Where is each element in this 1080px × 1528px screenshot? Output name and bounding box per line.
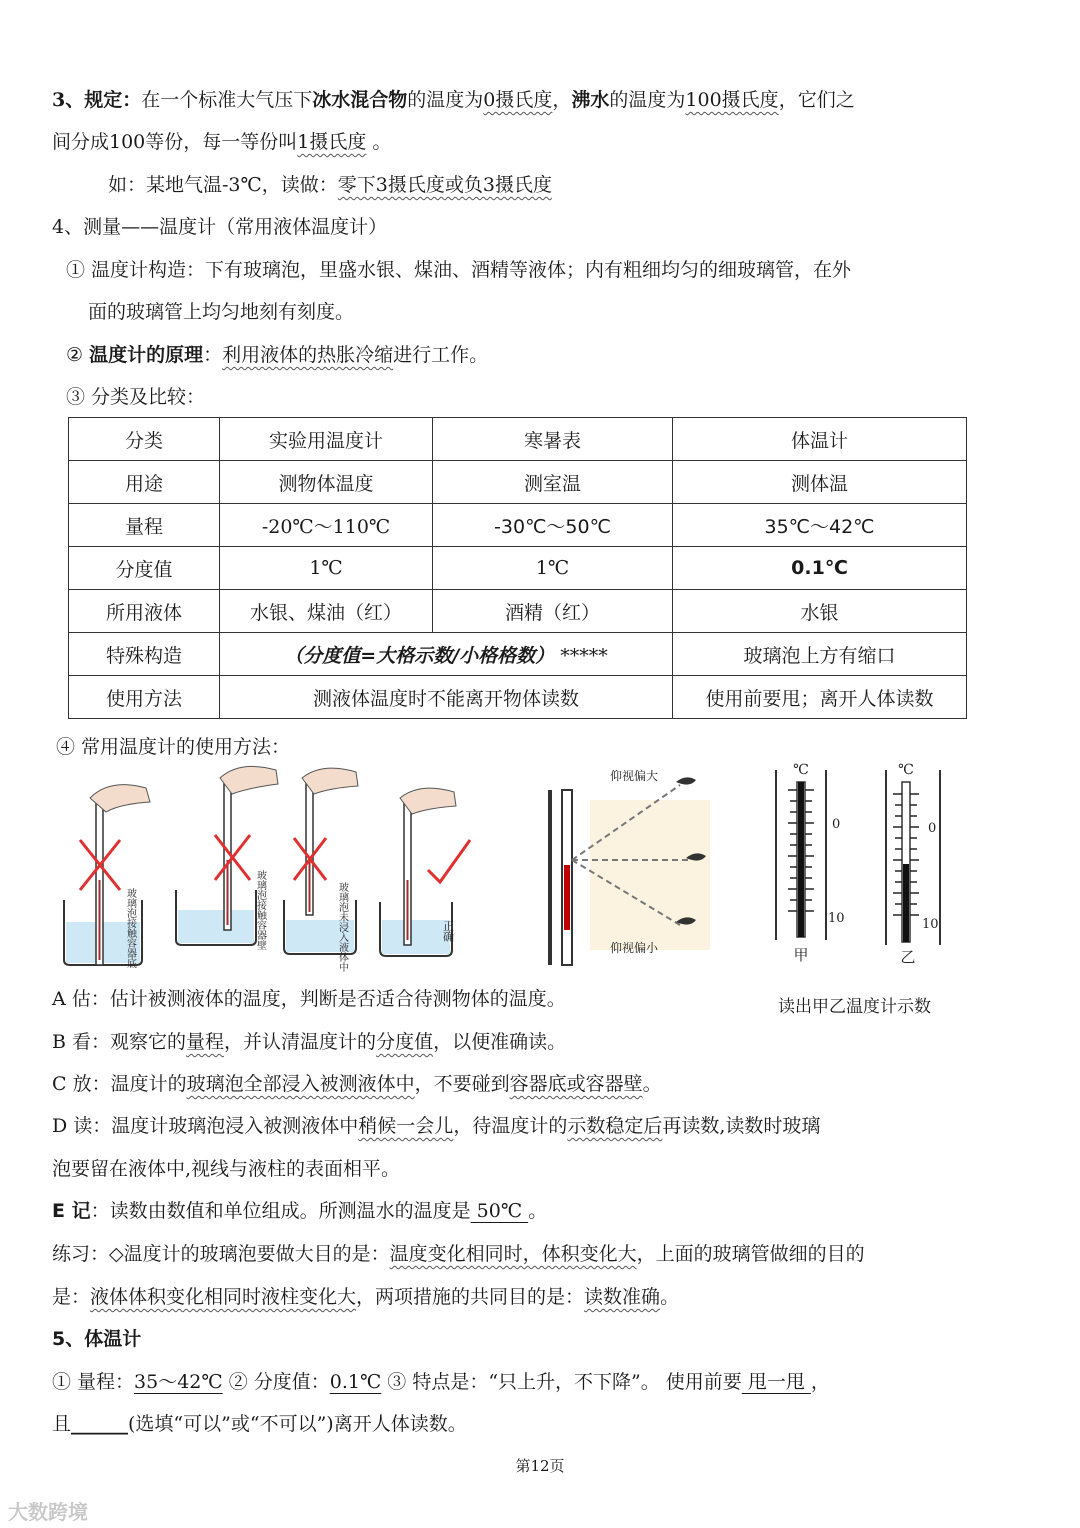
figure-caption: 读出甲乙温度计示数 — [778, 997, 931, 1017]
thermometer-yi — [886, 762, 940, 966]
sec4-point3: ③ 分类及比较： — [66, 386, 206, 408]
table-row: 使用方法 测液体温度时不能离开物体读数 使用前要甩；离开人体读数 — [69, 676, 967, 719]
watermark: 大数跨境 — [8, 1500, 88, 1524]
table-row: 用途 测物体温度 测室温 测体温 — [69, 461, 967, 504]
line-of-sight-figure — [548, 768, 710, 965]
svg-text:甲: 甲 — [793, 946, 809, 964]
table-row: 特殊构造 （分度值=大格示数/小格格数） ***** 玻璃泡上方有缩口 — [69, 633, 967, 676]
beaker-2-label: 玻璃泡接触容器壁 — [254, 870, 266, 950]
sec5-title: 5、体温计 — [52, 1328, 142, 1350]
step-c: C 放：温度计的玻璃泡全部浸入被测液体中，不要碰到容器底或容器壁。 — [52, 1073, 662, 1095]
step-b: B 看：观察它的量程，并认清温度计的分度值，以便准确读。 — [52, 1031, 567, 1053]
sec4-point1b: 面的玻璃管上均匀地刻有刻度。 — [88, 301, 355, 323]
answer-1c: 1摄氏度 — [297, 131, 367, 153]
svg-text:0: 0 — [832, 817, 841, 832]
thermometer-jia — [776, 762, 845, 964]
fill-in-blank: ______ — [71, 1413, 129, 1435]
comparison-table — [68, 417, 967, 719]
svg-text:10: 10 — [922, 917, 939, 932]
sec3-line2: 间分成100等份，每一等份叫1摄氏度 。 — [52, 131, 392, 153]
sec4-title: 4、测量——温度计（常用液体温度计） — [52, 216, 388, 238]
table-row: 分类 实验用温度计 寒暑表 体温计 — [69, 418, 967, 461]
step-a: A 估：估计被测液体的温度，判断是否适合待测物体的温度。 — [52, 988, 566, 1010]
step-d: D 读：温度计玻璃泡浸入被测液体中稍候一会儿，待温度计的示数稳定后再读数,读数时玻璃 — [52, 1115, 821, 1137]
sec4-point4: ④ 常用温度计的使用方法： — [56, 736, 291, 758]
answer-100c: 100摄氏度 — [685, 89, 779, 111]
svg-text:℃: ℃ — [898, 762, 914, 778]
sec3-number: 3、规定： — [52, 89, 142, 111]
thermometer-figures — [50, 760, 980, 990]
view-up-label: 仰视偏大 — [610, 769, 659, 783]
sec5-line1: ① 量程：35～42℃ ② 分度值：0.1℃ ③ 特点是：“只上升，不下降”。 使用前要 甩一甩 ， — [52, 1371, 830, 1393]
beaker-1-label: 玻璃泡接触容器底 — [124, 888, 136, 968]
practice-line1: 练习：◇温度计的玻璃泡要做大目的是：温度变化相同时，体积变化大，上面的玻璃管做细的目的 — [52, 1243, 865, 1265]
step-d-line2: 泡要留在液体中,视线与液柱的表面相平。 — [52, 1158, 401, 1180]
beaker-1-wrong — [64, 785, 150, 969]
page-number: 第12页 — [515, 1457, 565, 1475]
answer-0c: 0摄氏度 — [483, 89, 553, 111]
beaker-4-label: 正确 — [441, 920, 455, 942]
table-row: 所用液体 水银、煤油（红） 酒精（红） 水银 — [69, 590, 967, 633]
beaker-3-label: 玻璃泡未浸入液体中 — [336, 882, 348, 972]
svg-text:乙: 乙 — [900, 948, 916, 966]
table-row: 量程 -20℃～110℃ -30℃～50℃ 35℃～42℃ — [69, 504, 967, 547]
step-e: E 记：读数由数值和单位组成。所测温水的温度是 50℃ 。 — [52, 1200, 548, 1222]
sec5-line2: 且______(选填“可以”或“不可以”)离开人体读数。 — [52, 1413, 467, 1435]
beaker-3-wrong — [284, 768, 358, 973]
sec3-line1: 3、规定：在一个标准大气压下冰水混合物的温度为0摄氏度，沸水的温度为100摄氏度，它们之 — [52, 89, 855, 111]
answer-minus3: 零下3摄氏度或负3摄氏度 — [337, 174, 552, 196]
sec3-example: 如：某地气温-3℃，读做：零下3摄氏度或负3摄氏度 — [108, 174, 552, 196]
sec4-point1a: ① 温度计构造：下有玻璃泡，里盛水银、煤油、酒精等液体；内有粗细均匀的细玻璃管，在外 — [66, 259, 852, 281]
table-row: 分度值 1℃ 1℃ 0.1℃ — [69, 547, 967, 590]
svg-text:℃: ℃ — [793, 762, 809, 778]
beaker-4-correct — [380, 788, 470, 956]
svg-text:0: 0 — [928, 821, 937, 836]
beaker-2-wrong — [176, 766, 278, 950]
answer-50c: 50℃ — [470, 1200, 529, 1222]
svg-text:10: 10 — [828, 911, 845, 926]
sec4-point2: ② 温度计的原理：利用液体的热胀冷缩进行工作。 — [66, 344, 489, 366]
view-down-label: 仰视偏小 — [610, 941, 659, 955]
practice-line2: 是：液体体积变化相同时液柱变化大，两项措施的共同目的是：读数准确。 — [52, 1286, 680, 1308]
answer-principle: 利用液体的热胀冷缩 — [222, 344, 394, 366]
